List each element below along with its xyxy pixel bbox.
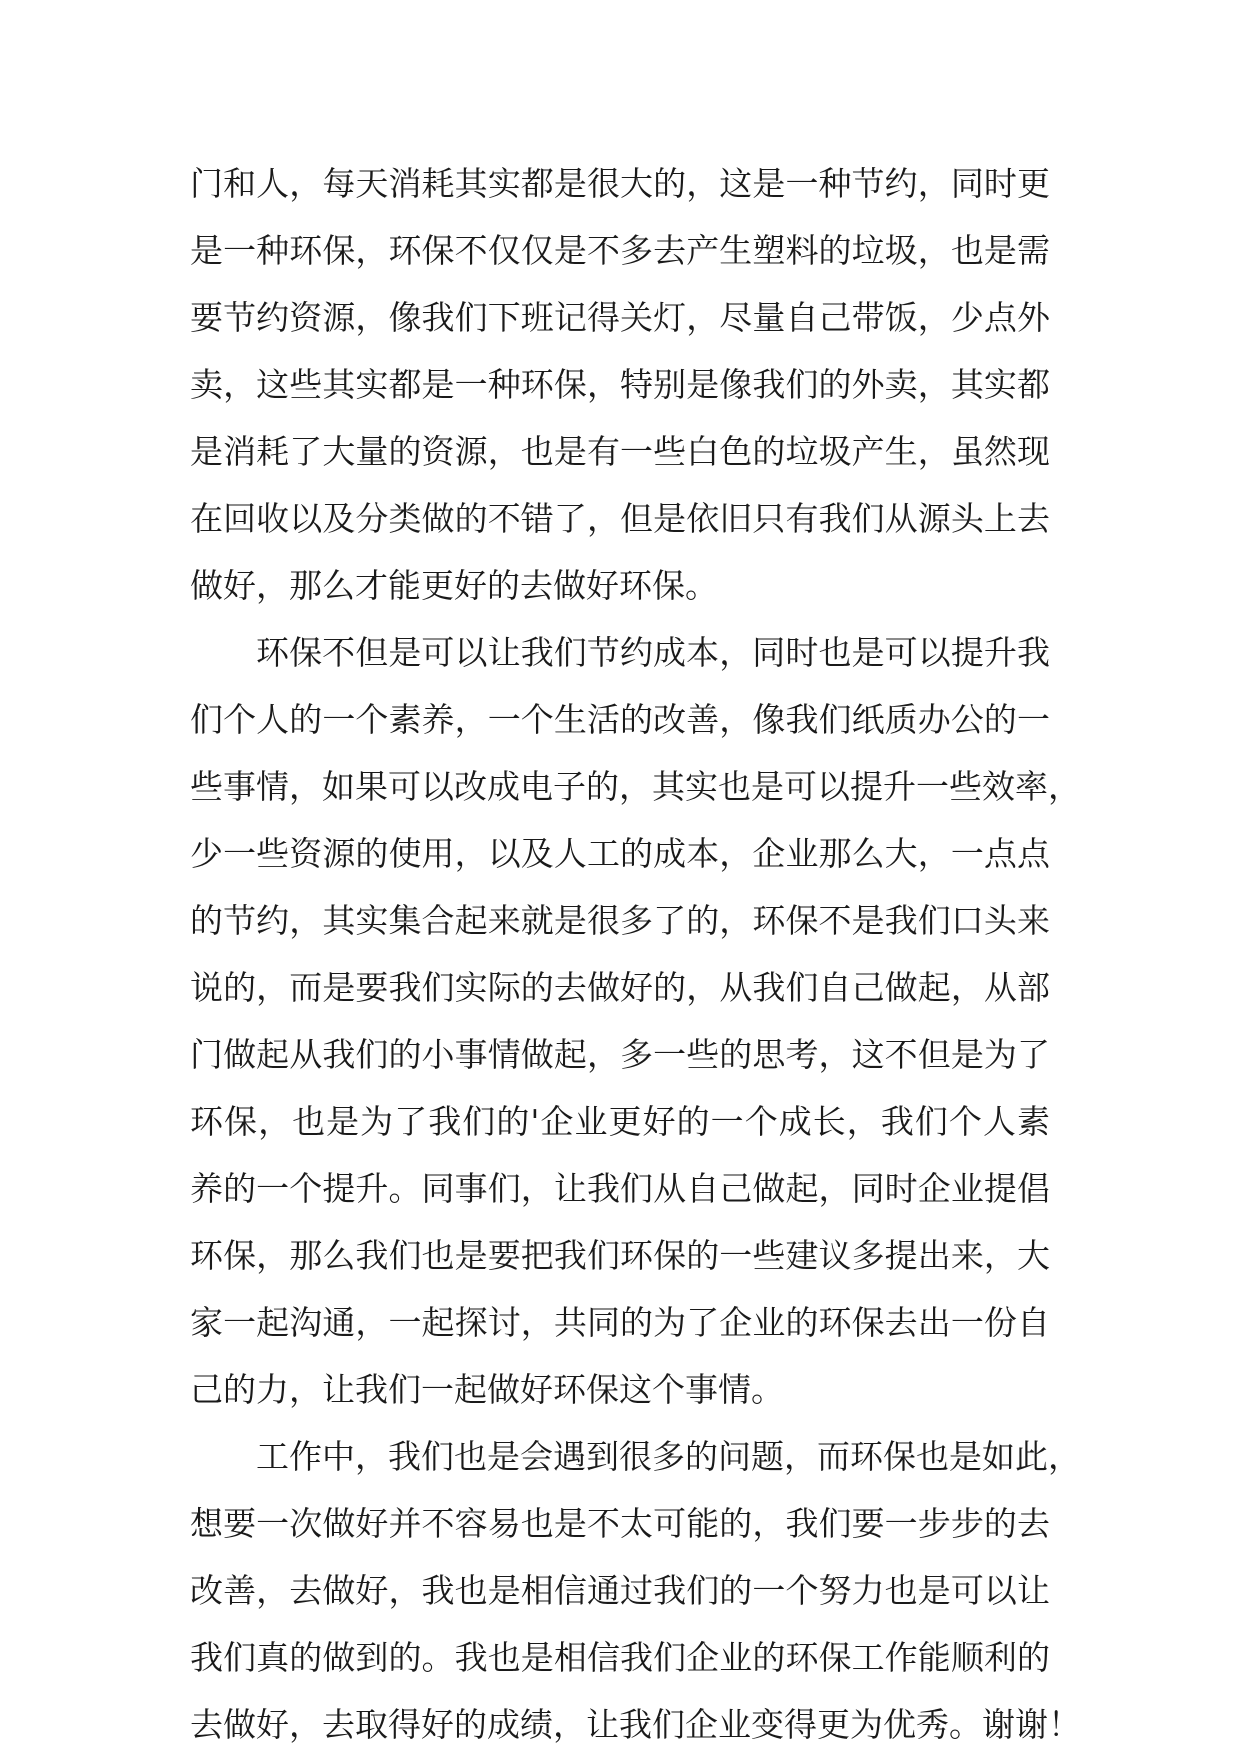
text-line: 是消耗了大量的资源，也是有一些白色的垃圾产生，虽然现 bbox=[190, 432, 1050, 471]
text-line: 门做起从我们的小事情做起，多一些的思考，这不但是为了 bbox=[190, 1035, 1050, 1074]
text-line: 环保，也是为了我们的'企业更好的一个成长，我们个人素 bbox=[190, 1102, 1050, 1141]
text-line: 去做好，去取得好的成绩，让我们企业变得更为优秀。谢谢！ bbox=[190, 1705, 1081, 1744]
text-line: 环保，那么我们也是要把我们环保的一些建议多提出来，大 bbox=[190, 1236, 1050, 1275]
text-line: 家一起沟通，一起探讨，共同的为了企业的环保去出一份自 bbox=[190, 1303, 1050, 1342]
text-line: 环保不但是可以让我们节约成本，同时也是可以提升我 bbox=[256, 633, 1050, 672]
text-line: 的节约，其实集合起来就是很多了的，环保不是我们口头来 bbox=[190, 901, 1050, 940]
text-line: 少一些资源的使用，以及人工的成本，企业那么大，一点点 bbox=[190, 834, 1050, 873]
text-line: 卖，这些其实都是一种环保，特别是像我们的外卖，其实都 bbox=[190, 365, 1050, 404]
text-line: 在回收以及分类做的不错了，但是依旧只有我们从源头上去 bbox=[190, 499, 1050, 538]
paragraph-1 bbox=[190, 150, 1050, 619]
text-line: 要节约资源，像我们下班记得关灯，尽量自己带饭，少点外 bbox=[190, 298, 1050, 337]
paragraph-2 bbox=[190, 619, 1081, 1423]
document-body bbox=[190, 150, 1081, 1758]
text-line: 说的，而是要我们实际的去做好的，从我们自己做起，从部 bbox=[190, 968, 1050, 1007]
text-line: 己的力，让我们一起做好环保这个事情。 bbox=[190, 1370, 784, 1409]
text-line: 想要一次做好并不容易也是不太可能的，我们要一步步的去 bbox=[190, 1504, 1050, 1543]
text-line: 门和人，每天消耗其实都是很大的，这是一种节约，同时更 bbox=[190, 164, 1050, 203]
text-line: 些事情，如果可以改成电子的，其实也是可以提升一些效率， bbox=[190, 767, 1081, 806]
text-line: 们个人的一个素养，一个生活的改善，像我们纸质办公的一 bbox=[190, 700, 1050, 739]
text-line: 改善，去做好，我也是相信通过我们的一个努力也是可以让 bbox=[190, 1571, 1050, 1610]
paragraph-3 bbox=[190, 1423, 1081, 1758]
text-line: 养的一个提升。同事们，让我们从自己做起，同时企业提倡 bbox=[190, 1169, 1050, 1208]
text-line: 我们真的做到的。我也是相信我们企业的环保工作能顺利的 bbox=[190, 1638, 1050, 1677]
text-line: 做好，那么才能更好的去做好环保。 bbox=[190, 566, 718, 605]
text-line: 是一种环保，环保不仅仅是不多去产生塑料的垃圾，也是需 bbox=[190, 231, 1050, 270]
text-line: 工作中，我们也是会遇到很多的问题，而环保也是如此， bbox=[256, 1437, 1081, 1476]
